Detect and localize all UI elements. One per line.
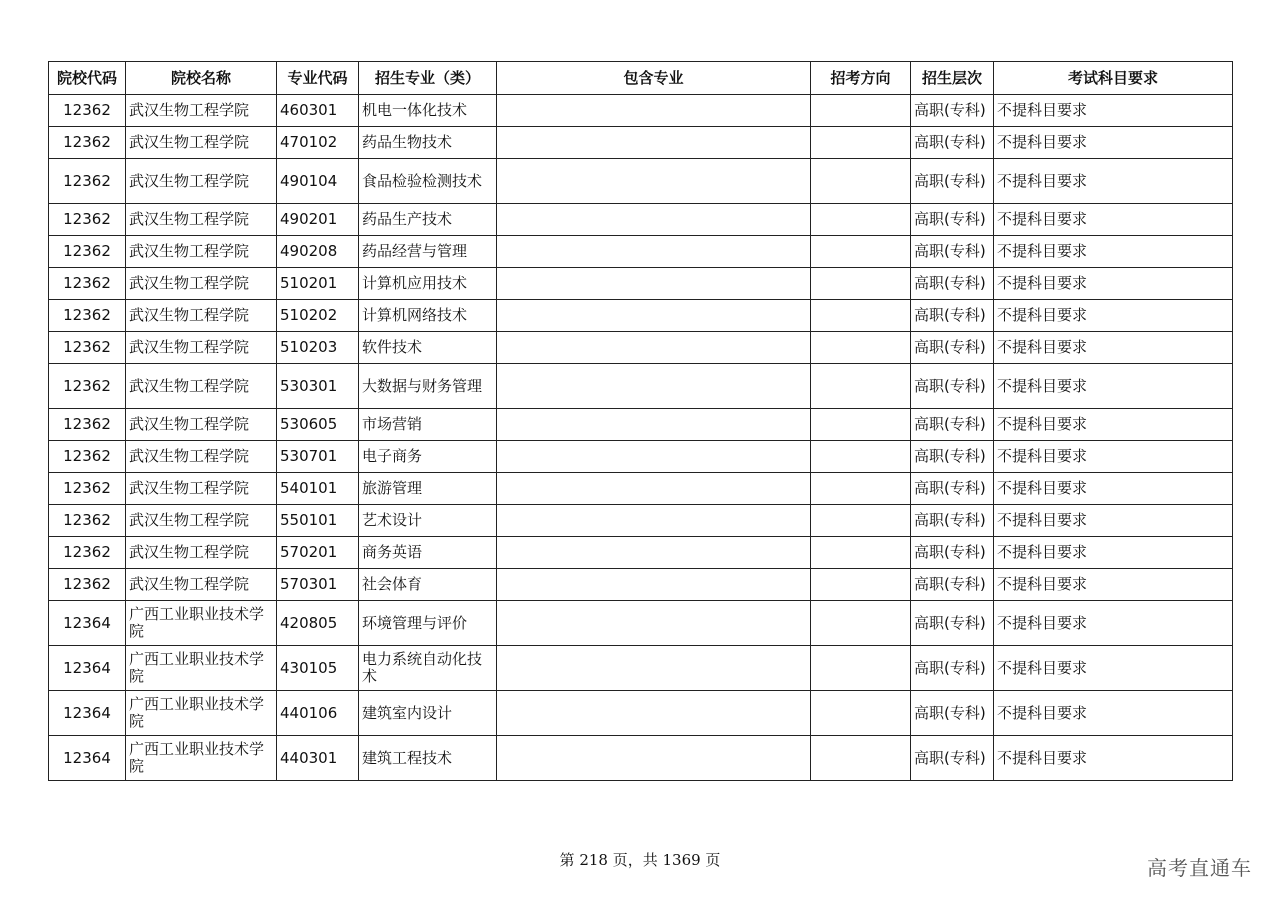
cell-direction xyxy=(811,505,911,537)
cell-school-name: 武汉生物工程学院 xyxy=(126,159,277,204)
cell-direction xyxy=(811,569,911,601)
cell-subject-requirement: 不提科目要求 xyxy=(994,646,1233,691)
cell-major: 药品经营与管理 xyxy=(359,236,497,268)
cell-major-code: 530605 xyxy=(277,409,359,441)
cell-subject-requirement: 不提科目要求 xyxy=(994,736,1233,781)
cell-major: 商务英语 xyxy=(359,537,497,569)
cell-subject-requirement: 不提科目要求 xyxy=(994,537,1233,569)
cell-school-code: 12362 xyxy=(49,236,126,268)
cell-direction xyxy=(811,537,911,569)
cell-school-code: 12362 xyxy=(49,441,126,473)
cell-direction xyxy=(811,736,911,781)
cell-school-code: 12362 xyxy=(49,505,126,537)
cell-major: 软件技术 xyxy=(359,332,497,364)
cell-school-code: 12362 xyxy=(49,364,126,409)
table-row xyxy=(49,537,1233,569)
cell-school-name: 武汉生物工程学院 xyxy=(126,537,277,569)
cell-major-code: 530701 xyxy=(277,441,359,473)
cell-included-majors xyxy=(497,127,811,159)
cell-level: 高职(专科) xyxy=(911,332,994,364)
cell-included-majors xyxy=(497,268,811,300)
cell-school-code: 12362 xyxy=(49,204,126,236)
cell-included-majors xyxy=(497,236,811,268)
cell-school-name: 武汉生物工程学院 xyxy=(126,473,277,505)
header-direction: 招考方向 xyxy=(811,62,911,95)
cell-direction xyxy=(811,332,911,364)
cell-major: 旅游管理 xyxy=(359,473,497,505)
cell-subject-requirement: 不提科目要求 xyxy=(994,409,1233,441)
cell-major: 机电一体化技术 xyxy=(359,95,497,127)
cell-subject-requirement: 不提科目要求 xyxy=(994,159,1233,204)
cell-major-code: 510201 xyxy=(277,268,359,300)
cell-major: 建筑室内设计 xyxy=(359,691,497,736)
cell-major-code: 550101 xyxy=(277,505,359,537)
cell-subject-requirement: 不提科目要求 xyxy=(994,95,1233,127)
cell-school-code: 12364 xyxy=(49,646,126,691)
cell-school-name: 武汉生物工程学院 xyxy=(126,95,277,127)
cell-school-code: 12364 xyxy=(49,736,126,781)
admissions-table xyxy=(48,61,1233,781)
cell-major: 药品生产技术 xyxy=(359,204,497,236)
table-row xyxy=(49,646,1233,691)
header-included-majors: 包含专业 xyxy=(497,62,811,95)
cell-subject-requirement: 不提科目要求 xyxy=(994,268,1233,300)
cell-subject-requirement: 不提科目要求 xyxy=(994,441,1233,473)
cell-school-name: 武汉生物工程学院 xyxy=(126,268,277,300)
cell-included-majors xyxy=(497,159,811,204)
cell-level: 高职(专科) xyxy=(911,268,994,300)
cell-school-name: 武汉生物工程学院 xyxy=(126,505,277,537)
table-row xyxy=(49,236,1233,268)
cell-school-name: 广西工业职业技术学院 xyxy=(126,646,277,691)
table-row xyxy=(49,204,1233,236)
cell-school-name: 武汉生物工程学院 xyxy=(126,364,277,409)
cell-level: 高职(专科) xyxy=(911,601,994,646)
cell-included-majors xyxy=(497,300,811,332)
cell-included-majors xyxy=(497,537,811,569)
cell-major-code: 570201 xyxy=(277,537,359,569)
header-subject-requirement: 考试科目要求 xyxy=(994,62,1233,95)
cell-subject-requirement: 不提科目要求 xyxy=(994,601,1233,646)
cell-school-code: 12364 xyxy=(49,601,126,646)
cell-school-name: 武汉生物工程学院 xyxy=(126,441,277,473)
cell-major-code: 490201 xyxy=(277,204,359,236)
cell-direction xyxy=(811,409,911,441)
header-level: 招生层次 xyxy=(911,62,994,95)
cell-major-code: 460301 xyxy=(277,95,359,127)
cell-major-code: 530301 xyxy=(277,364,359,409)
header-school-name: 院校名称 xyxy=(126,62,277,95)
cell-major-code: 440106 xyxy=(277,691,359,736)
cell-major-code: 440301 xyxy=(277,736,359,781)
cell-school-name: 广西工业职业技术学院 xyxy=(126,736,277,781)
cell-subject-requirement: 不提科目要求 xyxy=(994,204,1233,236)
cell-major-code: 430105 xyxy=(277,646,359,691)
header-school-code: 院校代码 xyxy=(49,62,126,95)
cell-school-name: 武汉生物工程学院 xyxy=(126,569,277,601)
cell-major: 计算机应用技术 xyxy=(359,268,497,300)
cell-school-name: 武汉生物工程学院 xyxy=(126,300,277,332)
cell-school-code: 12362 xyxy=(49,332,126,364)
cell-direction xyxy=(811,601,911,646)
cell-school-code: 12362 xyxy=(49,268,126,300)
cell-school-name: 武汉生物工程学院 xyxy=(126,332,277,364)
cell-major-code: 510202 xyxy=(277,300,359,332)
cell-included-majors xyxy=(497,95,811,127)
table-row xyxy=(49,473,1233,505)
cell-subject-requirement: 不提科目要求 xyxy=(994,505,1233,537)
cell-level: 高职(专科) xyxy=(911,236,994,268)
cell-included-majors xyxy=(497,441,811,473)
cell-level: 高职(专科) xyxy=(911,646,994,691)
cell-subject-requirement: 不提科目要求 xyxy=(994,569,1233,601)
cell-level: 高职(专科) xyxy=(911,95,994,127)
cell-level: 高职(专科) xyxy=(911,569,994,601)
table-row xyxy=(49,159,1233,204)
cell-direction xyxy=(811,236,911,268)
cell-direction xyxy=(811,646,911,691)
cell-included-majors xyxy=(497,505,811,537)
cell-included-majors xyxy=(497,601,811,646)
cell-school-code: 12362 xyxy=(49,159,126,204)
cell-major: 社会体育 xyxy=(359,569,497,601)
cell-subject-requirement: 不提科目要求 xyxy=(994,691,1233,736)
cell-level: 高职(专科) xyxy=(911,473,994,505)
cell-major: 电力系统自动化技术 xyxy=(359,646,497,691)
cell-level: 高职(专科) xyxy=(911,441,994,473)
table-row xyxy=(49,127,1233,159)
cell-direction xyxy=(811,300,911,332)
cell-level: 高职(专科) xyxy=(911,409,994,441)
header-major-code: 专业代码 xyxy=(277,62,359,95)
table-row xyxy=(49,95,1233,127)
table-row xyxy=(49,268,1233,300)
cell-level: 高职(专科) xyxy=(911,300,994,332)
cell-subject-requirement: 不提科目要求 xyxy=(994,364,1233,409)
cell-school-code: 12362 xyxy=(49,127,126,159)
watermark: 高考直通车 xyxy=(1147,856,1252,880)
cell-major-code: 490104 xyxy=(277,159,359,204)
cell-school-name: 武汉生物工程学院 xyxy=(126,127,277,159)
cell-level: 高职(专科) xyxy=(911,505,994,537)
cell-level: 高职(专科) xyxy=(911,736,994,781)
cell-subject-requirement: 不提科目要求 xyxy=(994,127,1233,159)
table-row xyxy=(49,691,1233,736)
cell-major: 建筑工程技术 xyxy=(359,736,497,781)
cell-major: 市场营销 xyxy=(359,409,497,441)
cell-major: 环境管理与评价 xyxy=(359,601,497,646)
cell-direction xyxy=(811,268,911,300)
cell-school-code: 12362 xyxy=(49,537,126,569)
cell-direction xyxy=(811,364,911,409)
table-row xyxy=(49,569,1233,601)
header-row xyxy=(49,62,1233,95)
cell-included-majors xyxy=(497,204,811,236)
table-row xyxy=(49,736,1233,781)
cell-included-majors xyxy=(497,473,811,505)
cell-major-code: 490208 xyxy=(277,236,359,268)
cell-included-majors xyxy=(497,646,811,691)
cell-level: 高职(专科) xyxy=(911,691,994,736)
cell-school-name: 武汉生物工程学院 xyxy=(126,204,277,236)
cell-school-name: 武汉生物工程学院 xyxy=(126,409,277,441)
cell-direction xyxy=(811,441,911,473)
table-row xyxy=(49,364,1233,409)
table-row xyxy=(49,505,1233,537)
cell-included-majors xyxy=(497,364,811,409)
cell-major-code: 420805 xyxy=(277,601,359,646)
cell-school-code: 12362 xyxy=(49,409,126,441)
cell-subject-requirement: 不提科目要求 xyxy=(994,332,1233,364)
cell-direction xyxy=(811,204,911,236)
cell-included-majors xyxy=(497,736,811,781)
cell-included-majors xyxy=(497,691,811,736)
cell-direction xyxy=(811,159,911,204)
table-row xyxy=(49,601,1233,646)
cell-direction xyxy=(811,95,911,127)
table-row xyxy=(49,332,1233,364)
cell-major-code: 510203 xyxy=(277,332,359,364)
cell-major-code: 570301 xyxy=(277,569,359,601)
cell-included-majors xyxy=(497,332,811,364)
cell-major: 电子商务 xyxy=(359,441,497,473)
header-major: 招生专业（类） xyxy=(359,62,497,95)
cell-level: 高职(专科) xyxy=(911,364,994,409)
table-row xyxy=(49,300,1233,332)
cell-level: 高职(专科) xyxy=(911,159,994,204)
cell-direction xyxy=(811,691,911,736)
cell-school-code: 12362 xyxy=(49,473,126,505)
cell-major-code: 470102 xyxy=(277,127,359,159)
cell-major: 大数据与财务管理 xyxy=(359,364,497,409)
cell-subject-requirement: 不提科目要求 xyxy=(994,300,1233,332)
cell-school-code: 12362 xyxy=(49,300,126,332)
cell-school-code: 12362 xyxy=(49,95,126,127)
cell-school-code: 12364 xyxy=(49,691,126,736)
cell-included-majors xyxy=(497,569,811,601)
cell-direction xyxy=(811,127,911,159)
cell-major: 药品生物技术 xyxy=(359,127,497,159)
cell-major: 计算机网络技术 xyxy=(359,300,497,332)
cell-subject-requirement: 不提科目要求 xyxy=(994,473,1233,505)
cell-direction xyxy=(811,473,911,505)
cell-level: 高职(专科) xyxy=(911,204,994,236)
cell-included-majors xyxy=(497,409,811,441)
cell-major-code: 540101 xyxy=(277,473,359,505)
table-row xyxy=(49,409,1233,441)
cell-school-name: 广西工业职业技术学院 xyxy=(126,601,277,646)
cell-school-code: 12362 xyxy=(49,569,126,601)
cell-level: 高职(专科) xyxy=(911,537,994,569)
cell-subject-requirement: 不提科目要求 xyxy=(994,236,1233,268)
cell-school-name: 武汉生物工程学院 xyxy=(126,236,277,268)
table-row xyxy=(49,441,1233,473)
cell-major: 艺术设计 xyxy=(359,505,497,537)
table-body xyxy=(49,95,1233,781)
cell-school-name: 广西工业职业技术学院 xyxy=(126,691,277,736)
cell-level: 高职(专科) xyxy=(911,127,994,159)
cell-major: 食品检验检测技术 xyxy=(359,159,497,204)
page-number: 第 218 页，共 1369 页 xyxy=(559,851,721,869)
